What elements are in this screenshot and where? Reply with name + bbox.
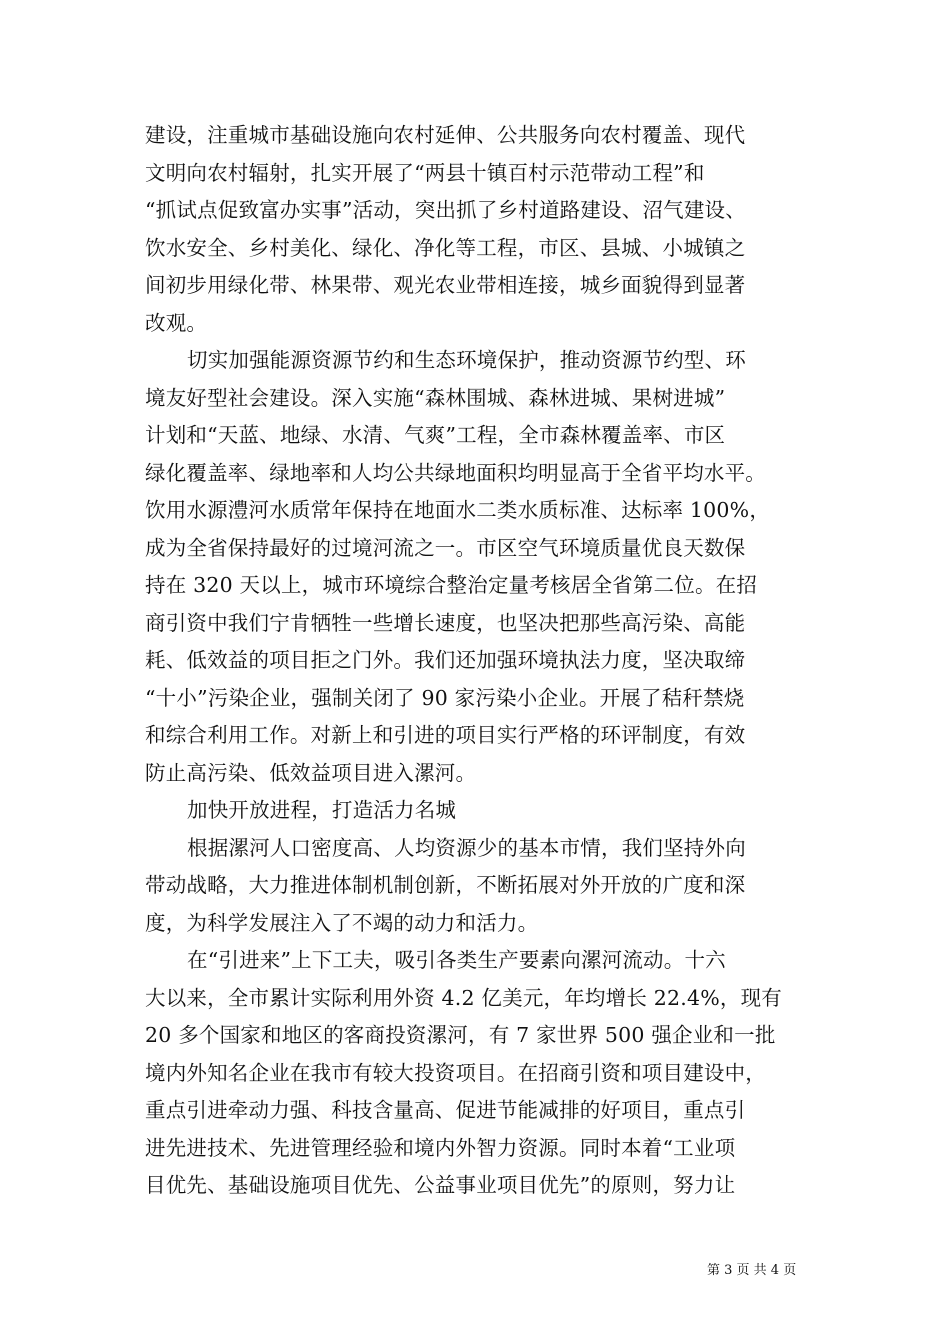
page-number: 第 3 页 共 4 页 [707,1263,797,1278]
text-line: 防止高污染、低效益项目进入漯河。 [145,760,477,785]
text-line: 文明向农村辐射，扎实开展了“两县十镇百村示范带动工程”和 [145,160,705,185]
text-line: 建设，注重城市基础设施向农村延伸、公共服务向农村覆盖、现代 [145,123,746,147]
text-line: 度，为科学发展注入了不竭的动力和活力。 [145,910,539,935]
text-line: 切实加强能源资源节约和生态环境保护，推动资源节约型、环 [187,348,746,372]
text-line: “抓试点促致富办实事”活动，突出抓了乡村道路建设、沼气建设、 [145,198,746,222]
text-line: 计划和“天蓝、地绿、水清、气爽”工程，全市森林覆盖率、市区 [145,423,726,447]
text-line: 带动战略，大力推进体制机制创新，不断拓展对外开放的广度和深 [145,873,746,897]
text-line: 境内外知名企业在我市有较大投资项目。在招商引资和项目建设中， [145,1060,766,1085]
text-line: 境友好型社会建设。深入实施“森林围城、森林进城、果树进城” [145,385,726,410]
text-line: 饮水安全、乡村美化、绿化、净化等工程，市区、县城、小城镇之 [145,235,746,260]
text-line: 目优先、基础设施项目优先、公益事业项目优先”的原则，努力让 [145,1173,736,1197]
text-line: 绿化覆盖率、绿地率和人均公共绿地面积均明显高于全省平均水平。 [145,460,766,485]
document-body [145,117,825,1205]
text-line: 根据漯河人口密度高、人均资源少的基本市情，我们坚持外向 [187,835,746,860]
text-line: 重点引进牵动力强、科技含量高、促进节能减排的好项目，重点引 [145,1098,746,1122]
text-line: 改观。 [145,310,208,335]
text-line: 成为全省保持最好的过境河流之一。市区空气环境质量优良天数保 [145,535,746,560]
text-line: 大以来，全市累计实际利用外资 4.2 亿美元，年均增长 22.4%，现有 [145,985,782,1010]
text-line: 和综合利用工作。对新上和引进的项目实行严格的环评制度，有效 [145,723,746,747]
text-line: 耗、低效益的项目拒之门外。我们还加强环境执法力度，坚决取缔 [145,648,746,672]
text-line: 加快开放进程，打造活力名城 [187,798,457,822]
text-line: 饮用水源澧河水质常年保持在地面水二类水质标准、达标率 100%， [145,498,771,522]
text-line: 商引资中我们宁肯牺牲一些增长速度，也坚决把那些高污染、高能 [145,610,746,635]
text-line: “十小”污染企业，强制关闭了 90 家污染小企业。开展了秸秆禁烧 [145,685,745,710]
text-line: 持在 320 天以上，城市环境综合整治定量考核居全省第二位。在招 [145,573,758,597]
text-line: 在“引进来”上下工夫，吸引各类生产要素向漯河流动。十六 [187,948,726,972]
text-line: 间初步用绿化带、林果带、观光农业带相连接，城乡面貌得到显著 [145,273,746,297]
text-line: 进先进技术、先进管理经验和境内外智力资源。同时本着“工业项 [145,1135,736,1160]
text-line: 20 多个国家和地区的客商投资漯河，有 7 家世界 500 强企业和一批 [145,1023,776,1047]
